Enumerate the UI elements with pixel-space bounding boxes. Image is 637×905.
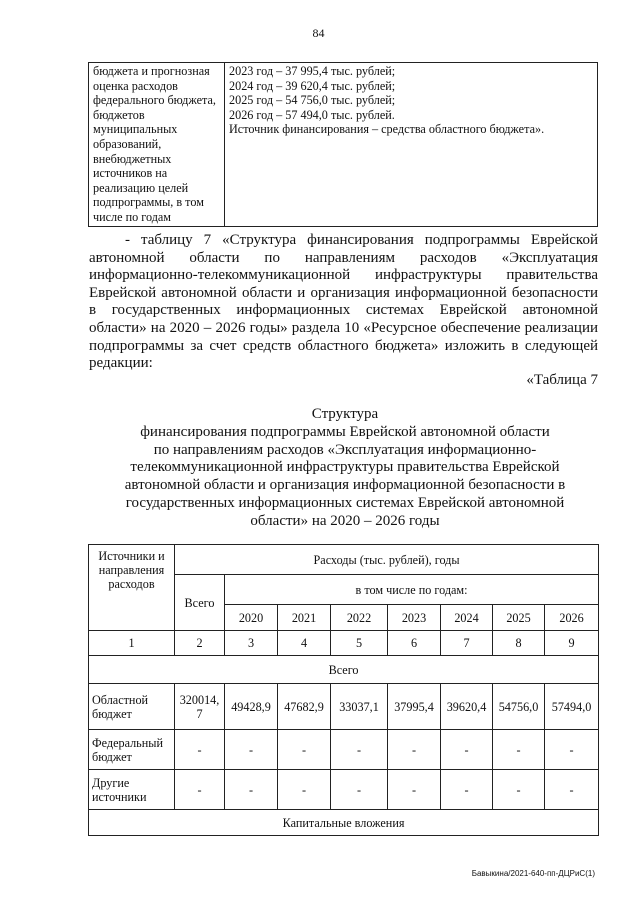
title-line: телекоммуникационной инфраструктуры правительства Еврейской xyxy=(130,459,560,476)
column-number: 4 xyxy=(278,631,331,656)
value-cell: 39620,4 xyxy=(441,684,493,730)
amendment-paragraph: - таблицу 7 «Структура финансирования подпрограммы Еврейской автономной области по направлениям расходов «Эксплуатация информационно-телекоммуникационной инфраструктуры правительства Еврейской автономной области и организация информационной безопасности в государственных информационных системах Еврейской автономной области» на 2020 – 2026 годы» раздела 10 «Ресурсное обеспечение реализации подпрограммы за счет средств областного бюджета» изложить в следующей редакции: xyxy=(89,232,598,372)
value-cell: 47682,9 xyxy=(278,684,331,730)
value-cell: 57494,0 xyxy=(545,684,599,730)
section-row-total xyxy=(89,656,599,684)
table-header-row xyxy=(89,545,599,575)
title-line: автономной области и организация информационной безопасности в xyxy=(124,477,566,494)
year-header: 2021 xyxy=(278,605,331,631)
value-cell: - xyxy=(545,770,599,810)
funding-line: 2025 год – 54 756,0 тыс. рублей; xyxy=(229,93,396,108)
row-label-regional: Областной бюджет xyxy=(89,684,175,730)
value-cell: - xyxy=(278,730,331,770)
column-number: 1 xyxy=(89,631,175,656)
value-cell: - xyxy=(225,730,278,770)
column-number: 7 xyxy=(441,631,493,656)
value-cell: - xyxy=(278,770,331,810)
title-line: области» на 2020 – 2026 годы xyxy=(250,512,440,529)
year-header: 2020 xyxy=(225,605,278,631)
funding-line: 2024 год – 39 620,4 тыс. рублей; xyxy=(229,78,396,93)
row-label-other: Другие источники xyxy=(89,770,175,810)
value-cell: 37995,4 xyxy=(388,684,441,730)
header-expenses: Расходы (тыс. рублей), годы xyxy=(175,545,599,575)
column-number: 2 xyxy=(175,631,225,656)
financing-structure-table xyxy=(88,544,599,836)
title-line: государственных информационных системах Еврейской автономной xyxy=(125,494,565,511)
table-title xyxy=(100,406,590,531)
title-line: по направлениям расходов «Эксплуатация информационно- xyxy=(153,441,537,458)
funding-years-cell xyxy=(225,63,598,227)
row-total-cell: - xyxy=(175,730,225,770)
column-number: 3 xyxy=(225,631,278,656)
value-cell: - xyxy=(493,770,545,810)
table-row xyxy=(89,770,599,810)
header-source: Источники и направления расходов xyxy=(89,545,175,631)
value-cell: - xyxy=(545,730,599,770)
funding-label-cell: бюджета и прогнозная оценка расходов федерального бюджета, бюджетов муниципальных образований, внебюджетных источников на реализацию целей подпрограммы, в том числе по годам xyxy=(89,63,225,227)
row-label-federal: Федеральный бюджет xyxy=(89,730,175,770)
table-row xyxy=(89,63,598,227)
column-number-row xyxy=(89,631,599,656)
title-line: финансирования подпрограммы Еврейской автономной области xyxy=(140,423,550,440)
header-by-years: в том числе по годам: xyxy=(225,575,599,605)
funding-line: 2026 год – 57 494,0 тыс. рублей. xyxy=(229,107,395,122)
value-cell: - xyxy=(441,730,493,770)
table-reference: «Таблица 7 xyxy=(526,372,598,388)
value-cell: - xyxy=(331,730,388,770)
value-cell: 49428,9 xyxy=(225,684,278,730)
year-header: 2023 xyxy=(388,605,441,631)
value-cell: - xyxy=(225,770,278,810)
value-cell: 33037,1 xyxy=(331,684,388,730)
year-header: 2025 xyxy=(493,605,545,631)
table-row xyxy=(89,730,599,770)
section-total-label: Всего xyxy=(89,656,599,684)
value-cell: - xyxy=(388,770,441,810)
value-cell: 54756,0 xyxy=(493,684,545,730)
row-total-cell: 320014,7 xyxy=(175,684,225,730)
column-number: 5 xyxy=(331,631,388,656)
row-total-cell: - xyxy=(175,770,225,810)
year-header: 2024 xyxy=(441,605,493,631)
column-number: 9 xyxy=(545,631,599,656)
value-cell: - xyxy=(331,770,388,810)
title-line: Структура xyxy=(311,406,379,422)
year-header: 2026 xyxy=(545,605,599,631)
value-cell: - xyxy=(388,730,441,770)
table-row xyxy=(89,684,599,730)
section-capital-label: Капитальные вложения xyxy=(89,810,599,836)
page-number: 84 xyxy=(312,26,325,40)
column-number: 8 xyxy=(493,631,545,656)
column-number: 6 xyxy=(388,631,441,656)
year-header: 2022 xyxy=(331,605,388,631)
document-code: Бавыкина/2021-640-пп-ДЦРиС(1) xyxy=(471,869,595,878)
value-cell: - xyxy=(441,770,493,810)
header-total: Всего xyxy=(175,575,225,631)
funding-line: 2023 год – 37 995,4 тыс. рублей; xyxy=(229,64,396,78)
funding-source-line: Источник финансирования – средства областного бюджета». xyxy=(229,122,545,137)
funding-volume-table xyxy=(88,62,598,227)
section-row-capital xyxy=(89,810,599,836)
value-cell: - xyxy=(493,730,545,770)
